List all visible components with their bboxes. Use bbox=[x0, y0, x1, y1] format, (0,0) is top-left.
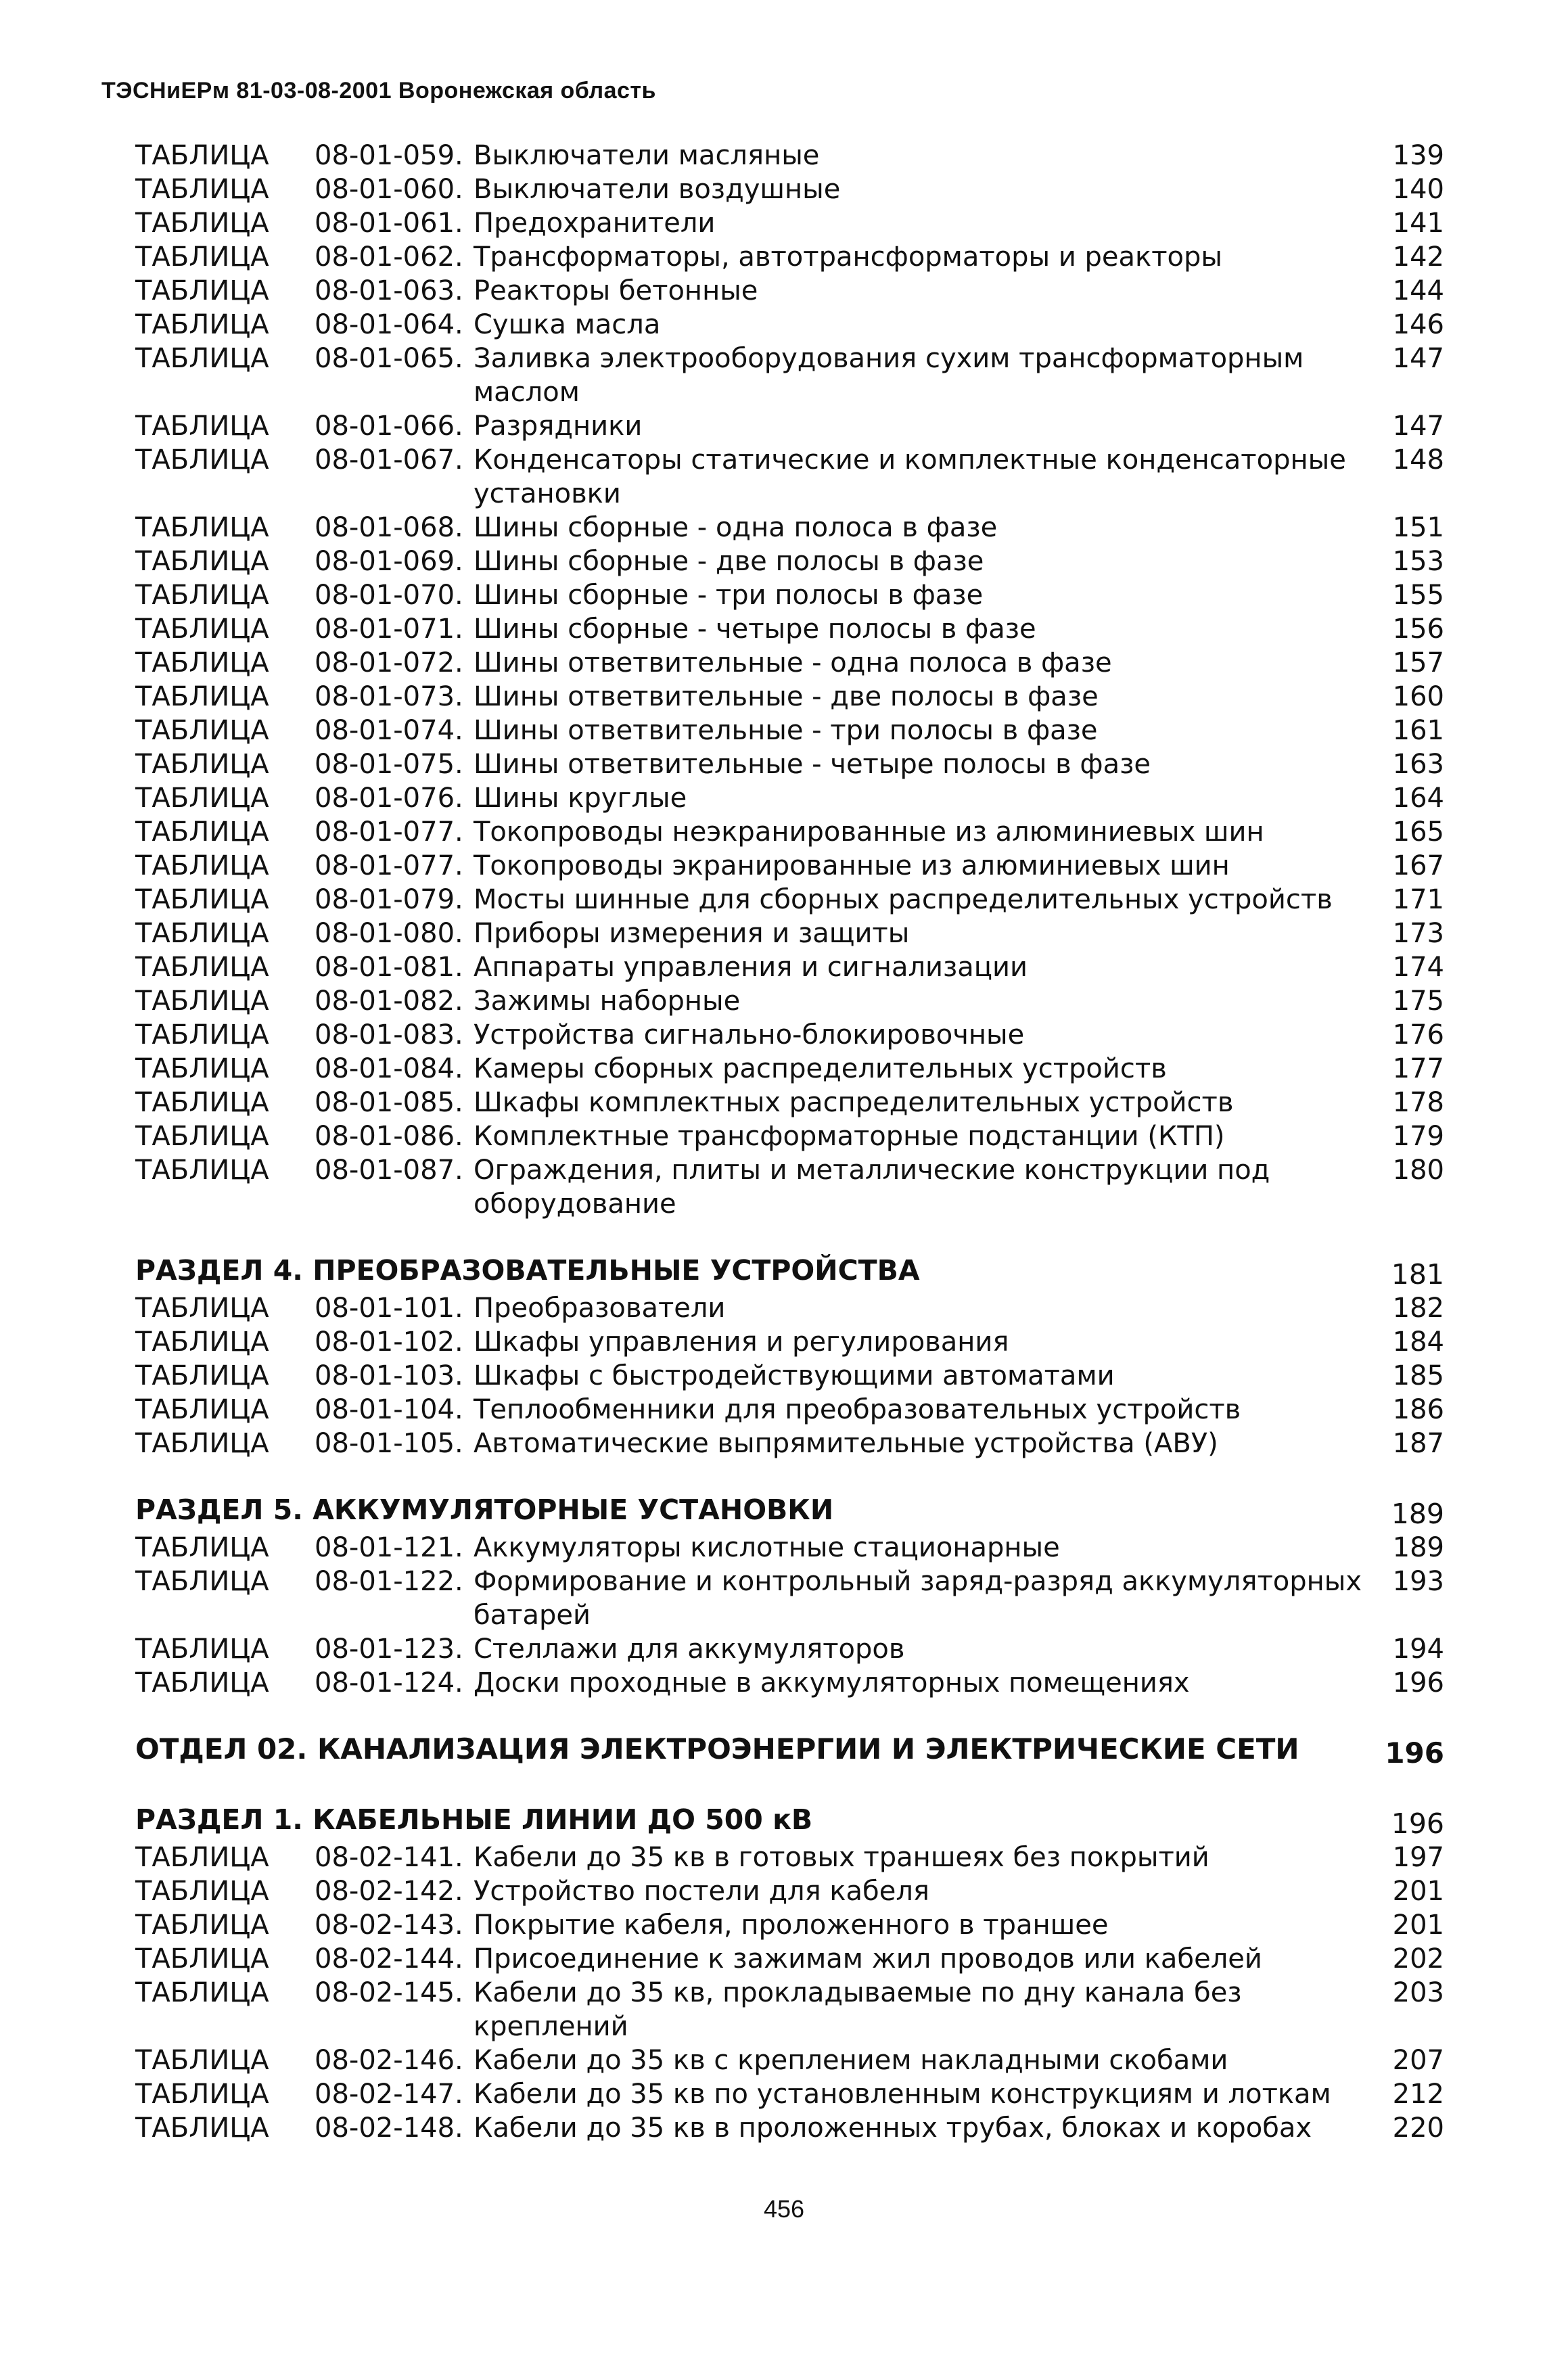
toc-entry-label: ТАБЛИЦА bbox=[135, 647, 269, 678]
toc-entry-page: 194 bbox=[1392, 1634, 1444, 1665]
toc-entry[interactable] bbox=[135, 1632, 1444, 1666]
toc-entry-page: 197 bbox=[1392, 1842, 1444, 1873]
toc-entry-page: 163 bbox=[1392, 749, 1444, 780]
toc-entry-label: ТАБЛИЦА bbox=[135, 241, 269, 273]
toc-entry-code: 08-01-070. bbox=[315, 580, 463, 611]
toc-entry-label: ТАБЛИЦА bbox=[135, 816, 269, 848]
toc-entry-page: 189 bbox=[1392, 1532, 1444, 1563]
toc-entry[interactable] bbox=[135, 646, 1444, 680]
toc-entry-label: ТАБЛИЦА bbox=[135, 715, 269, 746]
toc-entry-code: 08-01-076. bbox=[315, 783, 463, 814]
toc-entry-label: ТАБЛИЦА bbox=[135, 309, 269, 340]
toc-entry-code: 08-01-081. bbox=[315, 952, 463, 983]
toc-entry[interactable] bbox=[135, 1874, 1444, 1908]
toc-entry-title: Токопроводы экранированные из алюминиевых шин bbox=[474, 850, 1230, 881]
toc-entry-label: ТАБЛИЦА bbox=[135, 1394, 269, 1425]
toc-entry-label: ТАБЛИЦА bbox=[135, 2112, 269, 2144]
toc-entry[interactable] bbox=[135, 1325, 1444, 1359]
toc-entry[interactable] bbox=[135, 1018, 1444, 1052]
toc-entry-label: ТАБЛИЦА bbox=[135, 918, 269, 949]
toc-entry-page: 142 bbox=[1392, 241, 1444, 273]
toc-entry[interactable] bbox=[135, 917, 1444, 950]
toc-entry-page: 174 bbox=[1392, 952, 1444, 983]
toc-entry-page: 164 bbox=[1392, 783, 1444, 814]
toc-entry-title: Зажимы наборные bbox=[474, 986, 741, 1017]
toc-entry-code: 08-01-060. bbox=[315, 174, 463, 205]
toc-entry-label: ТАБЛИЦА bbox=[135, 1053, 269, 1084]
toc-entry-page: 179 bbox=[1392, 1121, 1444, 1152]
toc-entry-title: Токопроводы неэкранированные из алюминиевых шин bbox=[474, 816, 1264, 848]
toc-entry[interactable] bbox=[135, 206, 1444, 240]
toc-entry-page: 173 bbox=[1392, 918, 1444, 949]
toc-entry[interactable] bbox=[135, 1153, 1444, 1221]
toc-entry-title: Кабели до 35 кв, прокладываемые по дну канала без креплений bbox=[474, 1977, 1242, 2042]
toc-entry-label: ТАБЛИЦА bbox=[135, 444, 269, 476]
section-heading-title: РАЗДЕЛ 4. ПРЕОБРАЗОВАТЕЛЬНЫЕ УСТРОЙСТВА bbox=[135, 1254, 920, 1287]
toc-entry-code: 08-01-086. bbox=[315, 1121, 463, 1152]
toc-entry-code: 08-01-068. bbox=[315, 512, 463, 543]
toc-entry-label: ТАБЛИЦА bbox=[135, 986, 269, 1017]
toc-entry-page: 146 bbox=[1392, 309, 1444, 340]
toc-entry-page: 175 bbox=[1392, 986, 1444, 1017]
toc-entry-label: ТАБЛИЦА bbox=[135, 1293, 269, 1324]
toc-entry-label: ТАБЛИЦА bbox=[135, 1326, 269, 1358]
toc-group-section1 bbox=[135, 1841, 1444, 2145]
toc-entry-code: 08-02-147. bbox=[315, 2079, 463, 2110]
toc-entry-title: Аппараты управления и сигнализации bbox=[474, 952, 1028, 983]
toc-entry[interactable] bbox=[135, 578, 1444, 612]
toc-entry-title: Шины сборные - четыре полосы в фазе bbox=[474, 614, 1036, 645]
toc-entry-page: 155 bbox=[1392, 580, 1444, 611]
toc-entry-page: 196 bbox=[1392, 1667, 1444, 1699]
toc-entry-title: Реакторы бетонные bbox=[474, 275, 758, 306]
toc-entry-title: Предохранители bbox=[474, 208, 716, 239]
toc-entry[interactable] bbox=[135, 1291, 1444, 1325]
section-heading-page: 196 bbox=[1391, 1807, 1444, 1840]
toc-entry-label: ТАБЛИЦА bbox=[135, 2045, 269, 2076]
toc-entry-code: 08-01-083. bbox=[315, 1019, 463, 1050]
toc-entry[interactable] bbox=[135, 1531, 1444, 1565]
toc-entry[interactable] bbox=[135, 747, 1444, 781]
toc-entry[interactable] bbox=[135, 849, 1444, 883]
toc-entry-title: Трансформаторы, автотрансформаторы и реакторы bbox=[474, 241, 1222, 273]
toc-entry-page: 161 bbox=[1392, 715, 1444, 746]
toc-entry-label: ТАБЛИЦА bbox=[135, 1634, 269, 1665]
toc-entry[interactable] bbox=[135, 1976, 1444, 2043]
toc-entry-code: 08-01-064. bbox=[315, 309, 463, 340]
page-number: 456 bbox=[763, 2195, 805, 2223]
toc-entry[interactable] bbox=[135, 1086, 1444, 1119]
toc-entry-page: 184 bbox=[1392, 1326, 1444, 1358]
toc-entry-title: Шины ответвительные - две полосы в фазе bbox=[474, 681, 1099, 712]
section-heading[interactable] bbox=[135, 1253, 1444, 1291]
toc-entry-page: 177 bbox=[1392, 1053, 1444, 1084]
toc-entry[interactable] bbox=[135, 443, 1444, 511]
toc-entry-code: 08-01-063. bbox=[315, 275, 463, 306]
section-heading-title: РАЗДЕЛ 1. КАБЕЛЬНЫЕ ЛИНИИ ДО 500 кВ bbox=[135, 1803, 813, 1836]
toc-entry-page: 180 bbox=[1392, 1155, 1444, 1186]
toc-entry[interactable] bbox=[135, 815, 1444, 849]
toc-entry-code: 08-01-102. bbox=[315, 1326, 463, 1358]
toc-entry-label: ТАБЛИЦА bbox=[135, 884, 269, 915]
toc-entry-page: 157 bbox=[1392, 647, 1444, 678]
toc-entry-page: 147 bbox=[1392, 411, 1444, 442]
toc-entry-code: 08-01-074. bbox=[315, 715, 463, 746]
toc-entry-label: ТАБЛИЦА bbox=[135, 546, 269, 577]
toc-entry-label: ТАБЛИЦА bbox=[135, 1910, 269, 1941]
toc-entry-code: 08-01-122. bbox=[315, 1566, 463, 1597]
toc-entry-code: 08-01-084. bbox=[315, 1053, 463, 1084]
section-heading[interactable] bbox=[135, 1493, 1444, 1531]
toc-entry[interactable] bbox=[135, 1565, 1444, 1632]
toc-entry-label: ТАБЛИЦА bbox=[135, 275, 269, 306]
toc-entry-label: ТАБЛИЦА bbox=[135, 749, 269, 780]
toc-entry-page: 144 bbox=[1392, 275, 1444, 306]
toc-entry-title: Шкафы управления и регулирования bbox=[474, 1326, 1009, 1358]
toc-entry-title: Мосты шинные для сборных распределительных устройств bbox=[474, 884, 1333, 915]
toc-entry-label: ТАБЛИЦА bbox=[135, 1019, 269, 1050]
toc-entry[interactable] bbox=[135, 1908, 1444, 1942]
toc-entry[interactable] bbox=[135, 883, 1444, 917]
department-heading-page: 196 bbox=[1385, 1736, 1444, 1770]
toc-entry-code: 08-01-067. bbox=[315, 444, 463, 476]
toc-entry-code: 08-01-071. bbox=[315, 614, 463, 645]
toc-entry-title: Шины ответвительные - одна полоса в фазе bbox=[474, 647, 1112, 678]
toc-entry-title: Выключатели масляные bbox=[474, 140, 820, 171]
toc-entry-title: Ограждения, плиты и металлические конструкции под оборудование bbox=[474, 1155, 1270, 1220]
toc-entry-page: 182 bbox=[1392, 1293, 1444, 1324]
toc-entry-title: Сушка масла bbox=[474, 309, 661, 340]
toc-entry-title: Кабели до 35 кв в проложенных трубах, блоках и коробах bbox=[474, 2112, 1312, 2144]
toc-entry-code: 08-01-073. bbox=[315, 681, 463, 712]
toc-entry-code: 08-01-103. bbox=[315, 1360, 463, 1391]
toc-entry-label: ТАБЛИЦА bbox=[135, 174, 269, 205]
toc-entry[interactable] bbox=[135, 139, 1444, 172]
toc-entry[interactable] bbox=[135, 1666, 1444, 1700]
toc-entry-label: ТАБЛИЦА bbox=[135, 411, 269, 442]
toc-entry-page: 167 bbox=[1392, 850, 1444, 881]
toc-entry-page: 156 bbox=[1392, 614, 1444, 645]
toc-entry-code: 08-01-082. bbox=[315, 986, 463, 1017]
toc-entry-page: 171 bbox=[1392, 884, 1444, 915]
toc-entry-page: 139 bbox=[1392, 140, 1444, 171]
toc-entry-title: Кабели до 35 кв в готовых траншеях без покрытий bbox=[474, 1842, 1209, 1873]
toc-entry-code: 08-01-087. bbox=[315, 1155, 463, 1186]
toc-entry[interactable] bbox=[135, 1052, 1444, 1086]
toc-entry-title: Шины сборные - две полосы в фазе bbox=[474, 546, 984, 577]
toc-entry-title: Заливка электрооборудования сухим трансформаторным маслом bbox=[474, 343, 1304, 408]
toc-entry-label: ТАБЛИЦА bbox=[135, 1155, 269, 1186]
toc-entry-code: 08-01-079. bbox=[315, 884, 463, 915]
toc-group-section4 bbox=[135, 1291, 1444, 1460]
toc-entry-title: Кабели до 35 кв с креплением накладными скобами bbox=[474, 2045, 1228, 2076]
toc-entry-label: ТАБЛИЦА bbox=[135, 1566, 269, 1597]
department-heading[interactable] bbox=[135, 1732, 1444, 1770]
toc-entry-code: 08-01-072. bbox=[315, 647, 463, 678]
toc-entry[interactable] bbox=[135, 984, 1444, 1018]
toc-entry-title: Выключатели воздушные bbox=[474, 174, 841, 205]
toc-entry-label: ТАБЛИЦА bbox=[135, 512, 269, 543]
toc-entry-page: 186 bbox=[1392, 1394, 1444, 1425]
toc-entry-page: 187 bbox=[1392, 1428, 1444, 1459]
toc-entry-page: 160 bbox=[1392, 681, 1444, 712]
toc-group-section5 bbox=[135, 1531, 1444, 1700]
toc-entry-label: ТАБЛИЦА bbox=[135, 1876, 269, 1907]
toc-entry[interactable] bbox=[135, 511, 1444, 545]
toc-entry-page: 220 bbox=[1392, 2112, 1444, 2144]
toc-entry[interactable] bbox=[135, 1119, 1444, 1153]
toc-entry-title: Приборы измерения и защиты bbox=[474, 918, 910, 949]
section-heading[interactable] bbox=[135, 1803, 1444, 1841]
toc-entry-title: Шкафы комплектных распределительных устройств bbox=[474, 1087, 1234, 1118]
toc-entry-code: 08-02-143. bbox=[315, 1910, 463, 1941]
toc-entry-title: Шины круглые bbox=[474, 783, 687, 814]
toc-entry-code: 08-02-144. bbox=[315, 1943, 463, 1974]
toc-entry-code: 08-01-077. bbox=[315, 816, 463, 848]
toc-entry-label: ТАБЛИЦА bbox=[135, 783, 269, 814]
toc-entry-title: Присоединение к зажимам жил проводов или кабелей bbox=[474, 1943, 1262, 1974]
toc-entry-title: Автоматические выпрямительные устройства (АВУ) bbox=[474, 1428, 1218, 1459]
toc-entry[interactable] bbox=[135, 1841, 1444, 1874]
section-heading-page: 181 bbox=[1391, 1258, 1444, 1291]
toc-entry[interactable] bbox=[135, 240, 1444, 274]
toc-entry[interactable] bbox=[135, 1359, 1444, 1393]
toc-entry-code: 08-01-080. bbox=[315, 918, 463, 949]
toc-entry-page: 148 bbox=[1392, 444, 1444, 476]
toc-entry[interactable] bbox=[135, 2043, 1444, 2077]
toc-entry-label: ТАБЛИЦА bbox=[135, 580, 269, 611]
running-header: ТЭСНиЕРм 81-03-08-2001 Воронежская область bbox=[101, 78, 656, 103]
table-of-contents bbox=[135, 139, 1444, 2145]
toc-entry[interactable] bbox=[135, 1427, 1444, 1460]
toc-entry-code: 08-01-077. bbox=[315, 850, 463, 881]
toc-entry[interactable] bbox=[135, 308, 1444, 342]
toc-entry[interactable] bbox=[135, 342, 1444, 409]
toc-entry-label: ТАБЛИЦА bbox=[135, 850, 269, 881]
toc-group-section3 bbox=[135, 139, 1444, 1221]
toc-entry-label: ТАБЛИЦА bbox=[135, 140, 269, 171]
toc-entry[interactable] bbox=[135, 714, 1444, 747]
toc-entry-label: ТАБЛИЦА bbox=[135, 1087, 269, 1118]
toc-entry-code: 08-01-123. bbox=[315, 1634, 463, 1665]
toc-entry-label: ТАБЛИЦА bbox=[135, 1977, 269, 2008]
toc-entry-title: Преобразователи bbox=[474, 1293, 726, 1324]
toc-entry[interactable] bbox=[135, 950, 1444, 984]
toc-entry-page: 212 bbox=[1392, 2079, 1444, 2110]
toc-entry-label: ТАБЛИЦА bbox=[135, 1121, 269, 1152]
department-heading-title: ОТДЕЛ 02. КАНАЛИЗАЦИЯ ЭЛЕКТРОЭНЕРГИИ И ЭЛЕКТРИЧЕСКИЕ СЕТИ bbox=[135, 1732, 1299, 1765]
toc-entry-title: Шкафы с быстродействующими автоматами bbox=[474, 1360, 1115, 1391]
toc-entry-page: 147 bbox=[1392, 343, 1444, 374]
toc-entry-code: 08-01-124. bbox=[315, 1667, 463, 1699]
toc-entry[interactable] bbox=[135, 781, 1444, 815]
toc-entry-code: 08-02-141. bbox=[315, 1842, 463, 1873]
toc-entry-label: ТАБЛИЦА bbox=[135, 343, 269, 374]
toc-entry-title: Камеры сборных распределительных устройств bbox=[474, 1053, 1167, 1084]
toc-entry-page: 201 bbox=[1392, 1876, 1444, 1907]
toc-entry-code: 08-01-065. bbox=[315, 343, 463, 374]
toc-entry[interactable] bbox=[135, 1393, 1444, 1427]
toc-entry-code: 08-01-105. bbox=[315, 1428, 463, 1459]
toc-entry-label: ТАБЛИЦА bbox=[135, 1360, 269, 1391]
toc-entry-title: Устройства сигнально-блокировочные bbox=[474, 1019, 1025, 1050]
toc-entry-label: ТАБЛИЦА bbox=[135, 1943, 269, 1974]
toc-entry[interactable] bbox=[135, 274, 1444, 308]
toc-entry-code: 08-02-146. bbox=[315, 2045, 463, 2076]
toc-entry-code: 08-01-061. bbox=[315, 208, 463, 239]
toc-entry-code: 08-01-059. bbox=[315, 140, 463, 171]
toc-entry-code: 08-02-148. bbox=[315, 2112, 463, 2144]
toc-entry-code: 08-01-085. bbox=[315, 1087, 463, 1118]
toc-entry-title: Шины сборные - три полосы в фазе bbox=[474, 580, 984, 611]
toc-entry-page: 203 bbox=[1392, 1977, 1444, 2008]
toc-entry[interactable] bbox=[135, 1942, 1444, 1976]
toc-entry-page: 165 bbox=[1392, 816, 1444, 848]
toc-entry-label: ТАБЛИЦА bbox=[135, 1428, 269, 1459]
toc-entry[interactable] bbox=[135, 172, 1444, 206]
toc-entry-label: ТАБЛИЦА bbox=[135, 2079, 269, 2110]
toc-entry-label: ТАБЛИЦА bbox=[135, 681, 269, 712]
toc-entry-label: ТАБЛИЦА bbox=[135, 1842, 269, 1873]
toc-entry-title: Шины сборные - одна полоса в фазе bbox=[474, 512, 998, 543]
toc-entry-page: 202 bbox=[1392, 1943, 1444, 1974]
toc-entry-page: 178 bbox=[1392, 1087, 1444, 1118]
toc-entry-title: Покрытие кабеля, проложенного в траншее bbox=[474, 1910, 1109, 1941]
toc-entry-title: Кабели до 35 кв по установленным конструкциям и лоткам bbox=[474, 2079, 1331, 2110]
toc-entry-page: 201 bbox=[1392, 1910, 1444, 1941]
toc-entry-title: Разрядники bbox=[474, 411, 643, 442]
toc-entry-title: Комплектные трансформаторные подстанции (КТП) bbox=[474, 1121, 1225, 1152]
toc-entry-code: 08-01-104. bbox=[315, 1394, 463, 1425]
section-heading-page: 189 bbox=[1391, 1498, 1444, 1530]
toc-entry-title: Доски проходные в аккумуляторных помещениях bbox=[474, 1667, 1190, 1699]
section-heading-title: РАЗДЕЛ 5. АККУМУЛЯТОРНЫЕ УСТАНОВКИ bbox=[135, 1494, 834, 1526]
toc-entry[interactable] bbox=[135, 545, 1444, 578]
toc-entry-code: 08-02-142. bbox=[315, 1876, 463, 1907]
toc-entry-page: 151 bbox=[1392, 512, 1444, 543]
toc-entry-page: 185 bbox=[1392, 1360, 1444, 1391]
toc-entry-page: 141 bbox=[1392, 208, 1444, 239]
toc-entry[interactable] bbox=[135, 680, 1444, 714]
toc-entry-label: ТАБЛИЦА bbox=[135, 1667, 269, 1699]
toc-entry-label: ТАБЛИЦА bbox=[135, 208, 269, 239]
toc-entry-code: 08-01-101. bbox=[315, 1293, 463, 1324]
toc-entry[interactable] bbox=[135, 2077, 1444, 2111]
toc-entry-title: Формирование и контрольный заряд-разряд аккумуляторных батарей bbox=[474, 1566, 1362, 1631]
toc-entry-code: 08-01-062. bbox=[315, 241, 463, 273]
toc-entry-title: Шины ответвительные - три полосы в фазе bbox=[474, 715, 1098, 746]
toc-entry-title: Теплообменники для преобразовательных устройств bbox=[474, 1394, 1241, 1425]
toc-entry-code: 08-01-121. bbox=[315, 1532, 463, 1563]
toc-entry-title: Конденсаторы статические и комплектные конденсаторные установки bbox=[474, 444, 1346, 509]
toc-entry-page: 140 bbox=[1392, 174, 1444, 205]
toc-entry-label: ТАБЛИЦА bbox=[135, 1532, 269, 1563]
toc-entry[interactable] bbox=[135, 409, 1444, 443]
toc-entry-code: 08-01-075. bbox=[315, 749, 463, 780]
toc-entry-code: 08-02-145. bbox=[315, 1977, 463, 2008]
toc-entry-code: 08-01-069. bbox=[315, 546, 463, 577]
toc-entry-page: 207 bbox=[1392, 2045, 1444, 2076]
toc-entry[interactable] bbox=[135, 2111, 1444, 2145]
toc-entry[interactable] bbox=[135, 612, 1444, 646]
toc-entry-page: 193 bbox=[1392, 1566, 1444, 1597]
toc-entry-label: ТАБЛИЦА bbox=[135, 952, 269, 983]
toc-entry-title: Аккумуляторы кислотные стационарные bbox=[474, 1532, 1060, 1563]
toc-entry-page: 153 bbox=[1392, 546, 1444, 577]
toc-entry-page: 176 bbox=[1392, 1019, 1444, 1050]
toc-entry-title: Шины ответвительные - четыре полосы в фазе bbox=[474, 749, 1151, 780]
toc-entry-code: 08-01-066. bbox=[315, 411, 463, 442]
toc-entry-title: Стеллажи для аккумуляторов bbox=[474, 1634, 905, 1665]
toc-entry-title: Устройство постели для кабеля bbox=[474, 1876, 929, 1907]
toc-entry-label: ТАБЛИЦА bbox=[135, 614, 269, 645]
